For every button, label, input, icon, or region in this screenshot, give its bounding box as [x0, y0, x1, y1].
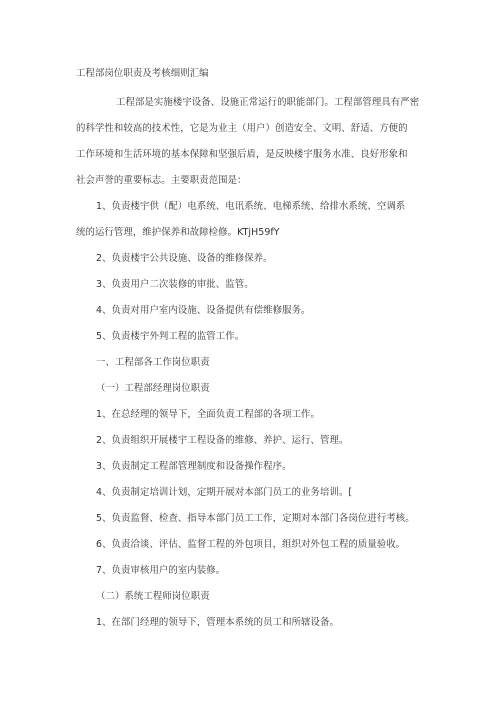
manager-duty-item: 3、负责制定工程部管理制度和设备操作程序。 [96, 461, 292, 472]
subsection-heading: （一）工程部经理岗位职责 [96, 383, 210, 394]
intro-line: 社会声誉的重要标志。主要职责范围是： [76, 175, 247, 186]
responsibility-item: 3、负责用户二次装修的审批、监管。 [96, 279, 254, 290]
document-title: 工程部岗位职责及考核细则汇编 [76, 68, 209, 79]
intro-line: 工作环境和生活环境的基本保障和坚强后盾，是反映楼宇服务水准、良好形象和 [76, 149, 408, 160]
manager-duty-item: 2、负责组织开展楼宇工程设备的维修、养护、运行、管理。 [96, 435, 349, 446]
subsection-heading: （二）系统工程师岗位职责 [96, 591, 210, 602]
responsibility-item: 1、负责楼宇供（配）电系统、电讯系统、电梯系统、给排水系统、空调系 [96, 201, 406, 212]
responsibility-item: 2、负责楼宇公共设施、设备的维修保养。 [96, 253, 273, 264]
manager-duty-item: 5、负责监督、检查、指导本部门员工工作，定期对本部门各岗位进行考核。 [96, 513, 415, 524]
engineer-duty-item: 1、在部门经理的领导下，管理本系统的员工和所辖设备。 [96, 617, 339, 628]
responsibility-item: 4、负责对用户室内设施、设备提供有偿维修服务。 [96, 305, 311, 316]
manager-duty-item: 7、负责审核用户的室内装修。 [96, 565, 226, 576]
manager-duty-item: 4、负责制定培训计划，定期开展对本部门员工的业务培训。[ [96, 487, 353, 498]
manager-duty-item: 6、负责洽谈、评估、监督工程的外包项目，组织对外包工程的质量验收。 [96, 539, 406, 550]
section-heading: 一、工程部各工作岗位职责 [96, 357, 210, 368]
intro-line: 工程部是实施楼宇设备、设施正常运行的职能部门。工程部管理具有严密 [116, 97, 420, 108]
manager-duty-item: 1、在总经理的领导下，全面负责工程部的各项工作。 [96, 409, 320, 420]
responsibility-item: 5、负责楼宇外判工程的监管工作。 [96, 331, 245, 342]
responsibility-item-continuation: 统的运行管理，维护保养和故障检修。KTjH59fY [76, 227, 280, 238]
intro-line: 的科学性和较高的技术性，它是为业主（用户）创造安全、文明、舒适、方便的 [76, 123, 408, 134]
